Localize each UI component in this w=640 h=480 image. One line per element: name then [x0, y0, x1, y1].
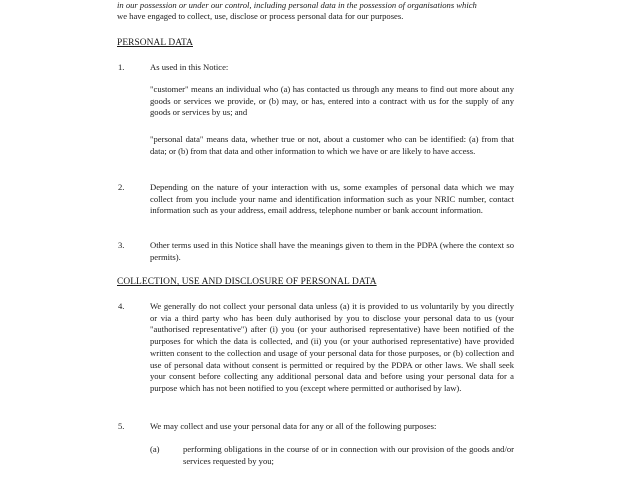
intro-line-1: in our possession or under our control, including personal data in the possession of organisations which	[117, 0, 477, 10]
paragraph-number-2: 2.	[118, 182, 125, 192]
intro-line-2: we have engaged to collect, use, disclose or process personal data for our purposes.	[117, 11, 404, 21]
paragraph-number-4: 4.	[118, 301, 125, 311]
paragraph-number-5: 5.	[118, 421, 125, 431]
section-heading-personal-data: PERSONAL DATA	[117, 38, 193, 48]
paragraph-text-1: As used in this Notice:	[150, 62, 229, 72]
definition-customer: "customer" means an individual who (a) has contacted us through any means to find out more about any goods or services we provide, or (b) may, or has, entered into a contract with us for the supply of any goods or services by us; and	[150, 84, 514, 118]
paragraph-number-1: 1.	[118, 62, 125, 72]
subitem-label-a: (a)	[150, 444, 160, 454]
section-heading-collection-use-disclosure: COLLECTION, USE AND DISCLOSURE OF PERSONAL DATA	[117, 277, 377, 287]
paragraph-text-3: Other terms used in this Notice shall have the meanings given to them in the PDPA (where the context so permits).	[150, 240, 514, 262]
paragraph-number-3: 3.	[118, 240, 125, 250]
definition-personal-data: "personal data" means data, whether true or not, about a customer who can be identified: (a) from that data; or (b) from that data and other information to which we have or are likely to have access.	[150, 134, 514, 156]
paragraph-text-4: We generally do not collect your personal data unless (a) it is provided to us voluntarily by you directly or via a third party who has been duly authorised by you to disclose your personal data to us (your "authorised representative") after (i) you (or your authorised representative) have been notified of the purposes for which the data is collected, and (ii) you (or your authorised representative) have provided written consent to the collection and usage of your personal data for those purposes, or (b) collection and use of personal data without consent is permitted or required by the PDPA or other laws. We shall seek your consent before collecting any additional personal data and before using your personal data for a purpose which has not been notified to you (except where permitted or authorised by law).	[150, 301, 514, 393]
paragraph-text-5: We may collect and use your personal data for any or all of the following purposes:	[150, 421, 437, 431]
paragraph-text-2: Depending on the nature of your interaction with us, some examples of personal data which we may collect from you include your name and identification information such as your NRIC number, contact information such as your address, email address, telephone number or bank account information.	[150, 182, 514, 216]
subitem-text-a: performing obligations in the course of or in connection with our provision of the goods and/or services requested by you;	[183, 444, 514, 466]
